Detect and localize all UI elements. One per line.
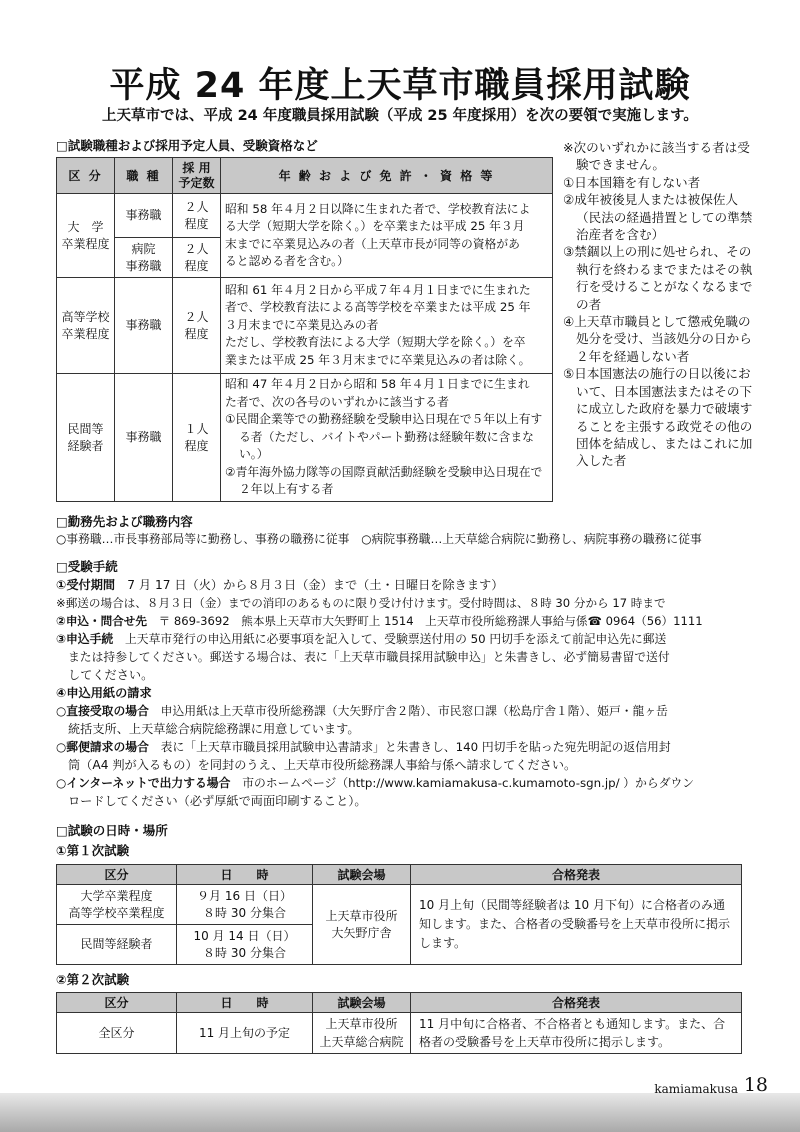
- date-cell: ９月 16 日（日） ８時 30 分集合: [177, 885, 313, 925]
- table-row: [57, 374, 553, 502]
- procedure-line: ○インターネットで出力する場合 市のホームページ（http://www.kamiamakusa-c.kumamoto-sgn.jp/ ）からダウン: [56, 776, 695, 790]
- table-row: [57, 194, 553, 238]
- positions-table: [56, 157, 553, 502]
- section-heading-duties: □勤務先および職務内容: [56, 514, 193, 529]
- note-item: ※次のいずれかに該当する者は受験できません。: [563, 140, 750, 173]
- procedure-line: ①受付期間 7 月 17 日（火）から８月３日（金）まで（土・日曜日を除きます）: [56, 578, 504, 592]
- date-cell: 10 月 14 日（日） ８時 30 分集合: [177, 925, 313, 965]
- announcement-cell: 10 月上旬（民間等経験者は 10 月下旬）に合格者のみ通知します。また、合格者の受験番号を上天草市役所に掲示します。: [411, 885, 742, 965]
- procedure-line: 筒（A4 判が入るもの）を同封のうえ、上天草市役所総務課人事給与係へ請求してください。: [68, 758, 577, 772]
- qualification-cell: 昭和 58 年４月２日以降に生まれた者で、学校教育法によ る大学（短期大学を除く。）を卒業または平成 25 年３月 末までに卒業見込みの者（上天草市長が同等の資格があ ると認める者を含む。）: [221, 194, 553, 278]
- section-heading-procedure: □受験手続: [56, 559, 118, 574]
- job-cell: 事務職: [115, 194, 173, 238]
- category-cell: 民間等経験者: [57, 925, 177, 965]
- count-cell: ２人 程度: [173, 194, 221, 238]
- count-cell: ２人 程度: [173, 238, 221, 278]
- first-exam-heading: ①第１次試験: [56, 843, 130, 858]
- qualification-cell: 昭和 47 年４月２日から昭和 58 年４月１日までに生まれ た者で、次の各号のいずれかに該当する者 ①民間企業等での勤務経験を受験申込日現在で５年以上有する者（ただし、バイトやパート勤務は経験年数に含まない。） ②青年海外協力隊等の国際貢献活動経験を受験申込日現在で２年以上有する者: [221, 374, 553, 502]
- procedure-line: ○直接受取の場合 申込用紙は上天草市役所総務課（大矢野庁舎２階）、市民窓口課（松島庁舎１階）、姫戸・龍ヶ岳: [56, 704, 668, 718]
- page-title: 平成 24 年度上天草市職員採用試験: [109, 66, 691, 106]
- procedure-line: ②申込・問合せ先 〒 869-3692 熊本県上天草市大矢野町上 1514 上天草市役所総務課人事給与係☎ 0964（56）1111: [56, 614, 703, 628]
- first-exam-table: [56, 864, 742, 965]
- announcement-cell: 11 月中旬に合格者、不合格者とも通知します。また、合格者の受験番号を上天草市役所に掲示します。: [411, 1013, 742, 1054]
- qualification-cell: 昭和 61 年４月２日から平成７年４月１日までに生まれた 者で、学校教育法による高等学校を卒業または平成 25 年 ３月末までに卒業見込みの者 ただし、学校教育法による大学（短期大学を除く。）を卒 業または平成 25 年３月末までに卒業見込みの者は除く。: [221, 278, 553, 374]
- footer-brand: kamiamakusa: [654, 1082, 738, 1096]
- category-cell: 大 学 卒業程度: [57, 194, 115, 278]
- table-row: [57, 278, 553, 374]
- col-header: 試験会場: [313, 993, 411, 1013]
- venue-cell: 上天草市役所 大矢野庁舎: [313, 885, 411, 965]
- col-header: 試験会場: [313, 865, 411, 885]
- count-cell: ２人 程度: [173, 278, 221, 374]
- ineligibility-notes: [563, 139, 753, 470]
- col-header: 区分: [57, 865, 177, 885]
- job-cell: 事務職: [115, 278, 173, 374]
- procedure-line: ○郵便請求の場合 表に「上天草市職員採用試験申込書請求」と朱書きし、140 円切手を貼った宛先明記の返信用封: [56, 740, 671, 754]
- note-item: ②成年被後見人または被保佐人（民法の経過措置としての準禁治産者を含む）: [563, 192, 753, 243]
- table-row: [57, 1013, 742, 1054]
- duties-text: ○事務職…市長事務部局等に勤務し、事務の職務に従事 ○病院事務職…上天草総合病院に勤務し、病院事務の職務に従事: [56, 532, 702, 546]
- note-item: ⑤日本国憲法の施行の日以後において、日本国憲法またはその下に成立した政府を暴力で破壊することを主張する政党その他の団体を結成し、またはこれに加入した者: [563, 366, 753, 469]
- category-cell: 全区分: [57, 1013, 177, 1054]
- section-heading-positions: □試験職種および採用予定人員、受験資格など: [56, 138, 318, 153]
- note-item: ④上天草市職員として懲戒免職の処分を受け、当該処分の日から２年を経過しない者: [563, 314, 752, 364]
- table-header-row: [57, 158, 553, 194]
- table-header-row: [57, 993, 742, 1013]
- job-cell: 事務職: [115, 374, 173, 502]
- procedure-line: ロードしてください（必ず厚紙で両面印刷すること）。: [68, 794, 367, 808]
- procedure-line: ④申込用紙の請求: [56, 686, 152, 700]
- procedure-line: ※郵送の場合は、８月３日（金）までの消印のあるものに限り受け付けます。受付時間は、８時 30 分から 17 時まで: [56, 596, 666, 610]
- second-exam-table: [56, 992, 742, 1054]
- page-number: 18: [743, 1074, 768, 1096]
- procedure-line: ③申込手続 上天草市発行の申込用紙に必要事項を記入して、受験票送付用の 50 円切手を添えて前記申込先に郵送: [56, 632, 667, 646]
- note-item: ①日本国籍を有しない者: [563, 174, 701, 190]
- section-heading-schedule: □試験の日時・場所: [56, 823, 168, 838]
- procedure-line: してください。: [68, 668, 154, 682]
- category-cell: 大学卒業程度 高等学校卒業程度: [57, 885, 177, 925]
- col-header: 採 用 予定数: [173, 158, 221, 194]
- category-cell: 民間等 経験者: [57, 374, 115, 502]
- col-header: 合格発表: [411, 865, 742, 885]
- table-header-row: [57, 865, 742, 885]
- col-header: 区 分: [57, 158, 115, 194]
- col-header: 合格発表: [411, 993, 742, 1013]
- table-row: [57, 885, 742, 925]
- col-header: 職 種: [115, 158, 173, 194]
- count-cell: １人 程度: [173, 374, 221, 502]
- col-header: 日 時: [177, 865, 313, 885]
- page-subtitle: 上天草市では、平成 24 年度職員採用試験（平成 25 年度採用）を次の要領で実施します。: [102, 108, 698, 124]
- col-header: 年 齢 お よ び 免 許 ・ 資 格 等: [221, 158, 553, 194]
- note-item: ③禁錮以上の刑に処せられ、その執行を終わるまでまたはその執行を受けることがなくなるまでの者: [563, 244, 753, 312]
- col-header: 区分: [57, 993, 177, 1013]
- procedure-line: 統括支所、上天草総合病院総務課に用意しています。: [68, 722, 360, 736]
- date-cell: 11 月上旬の予定: [177, 1013, 313, 1054]
- footer-band: [0, 1093, 800, 1132]
- second-exam-heading: ②第２次試験: [56, 972, 130, 987]
- job-cell: 病院 事務職: [115, 238, 173, 278]
- venue-cell: 上天草市役所 上天草総合病院: [313, 1013, 411, 1054]
- procedure-line: または持参してください。郵送する場合は、表に「上天草市職員採用試験申込」と朱書きし、必ず簡易書留で送付: [68, 650, 670, 664]
- category-cell: 高等学校 卒業程度: [57, 278, 115, 374]
- col-header: 日 時: [177, 993, 313, 1013]
